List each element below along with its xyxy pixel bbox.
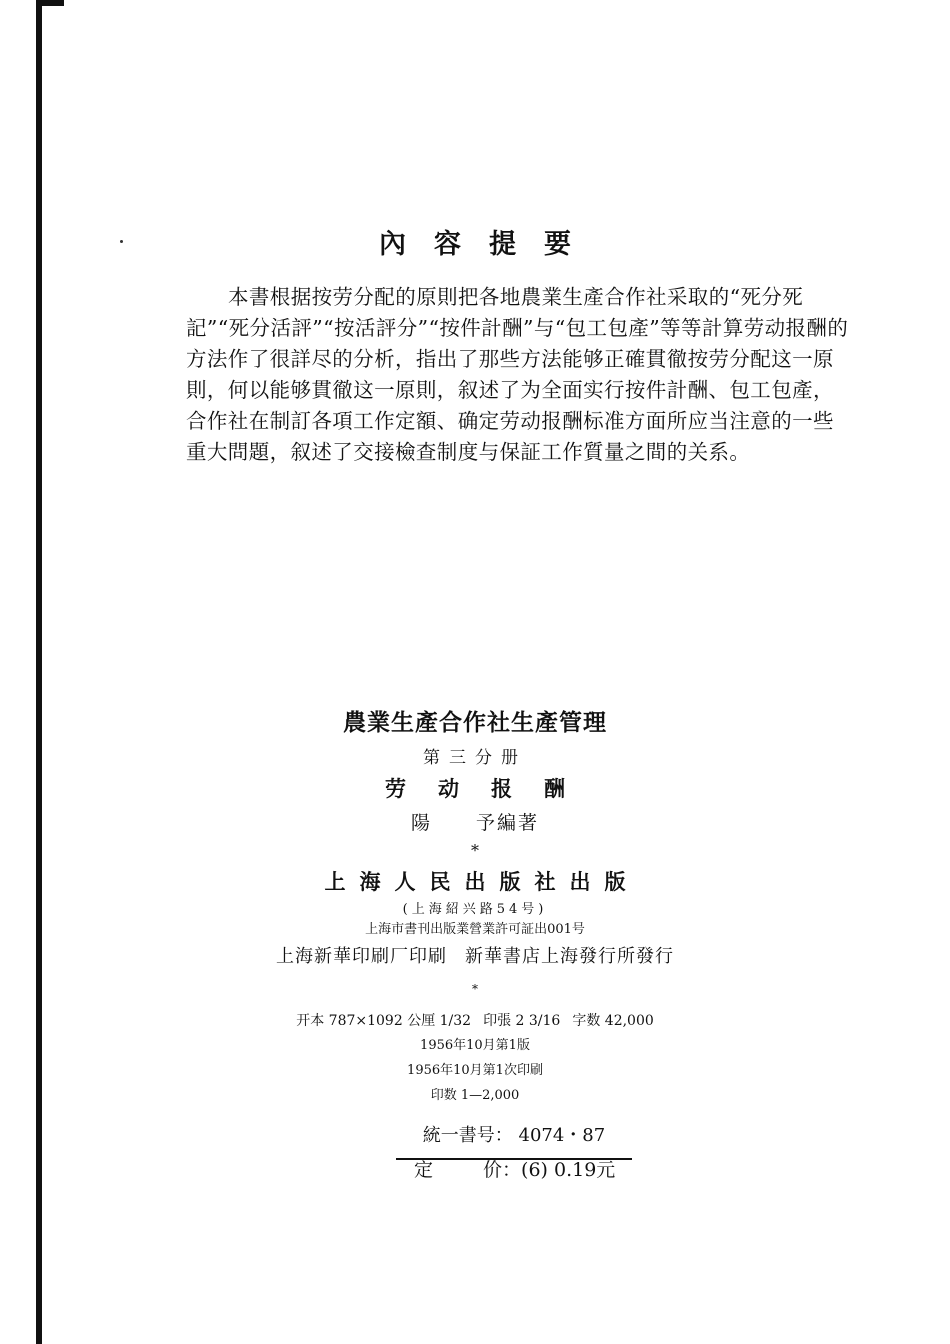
price-value: (6) 0.19元 [521,1159,616,1181]
distributor-name: 新華書店上海發行所發行 [465,946,674,967]
edition-date: 1956年10月第1版 [420,1038,530,1053]
printer-line [0,942,950,968]
publisher-address: (上海紹兴路54号) [402,902,548,917]
book-title: 農業生產合作社生產管理 [343,709,607,736]
separator-star: * [471,841,479,860]
price-label-rest: 价： [483,1159,522,1181]
volume-label: 第三分册 [423,748,527,768]
separator-star-small: * [472,982,478,996]
book-number-label: 統一書号： [422,1125,513,1146]
publisher-line: 上海人民出版社出版 [324,869,640,894]
summary-text: 本書根据按劳分配的原則把各地農業生產合作社采取的“死分死記”“死分活評”“按活評分”“按件計酬”与“包工包產”等等計算劳动报酬的方法作了很詳尽的分析，指出了那些方法能够正確貫徹按劳分配这一原則，何以能够貫徹这一原則，叙述了为全面实行按件計酬、包工包產，合作社在制訂各項工作定額、确定劳动报酬标准方面所应当注意的一些重大問題，叙述了交接檢查制度与保証工作質量之間的关系。 [186,285,849,464]
summary-paragraph [186,282,850,468]
author-name-rest: 予編著 [476,812,540,834]
publishing-permit: 上海市書刊出版業營業許可証出001号 [365,922,585,937]
price-line [414,1157,615,1183]
word-count: 字数 42,000 [572,1013,654,1029]
format-specs [0,1010,950,1030]
printer-name: 上海新華印刷厂印刷 [276,946,447,967]
sheet-count: 印張 2 3/16 [483,1013,561,1029]
book-number: 4074・87 [518,1125,606,1146]
price-label-first: 定 [414,1159,434,1181]
scan-edge-left [36,0,42,1344]
summary-title: 內容提要 [379,229,599,260]
scan-edge-top [36,0,64,6]
book-number-line [396,1124,632,1160]
author-line [0,808,950,835]
printing-date: 1956年10月第1次印刷 [407,1063,543,1078]
format-size: 开本 787×1092 公厘 1/32 [296,1013,472,1029]
author-name-first: 陽 [410,812,432,834]
volume-subtitle: 劳动报酬 [385,776,597,801]
print-run: 印数 1—2,000 [430,1088,520,1103]
